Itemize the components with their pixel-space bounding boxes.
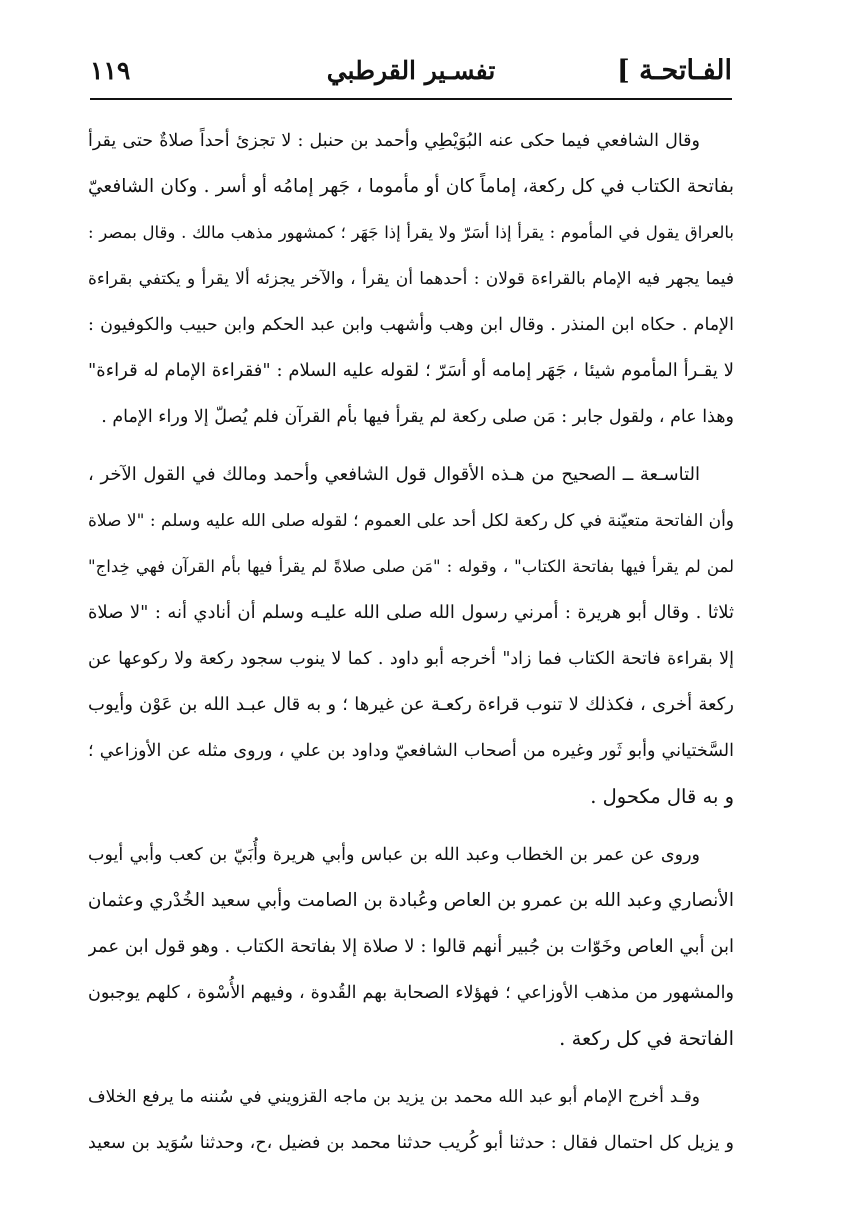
text-line: ابن أبي العاص وخَوّات بن جُبير أنهم قالوا : لا صلاة إلا بفاتحة الكتاب . وهو قول ابن عمر [88,936,734,957]
text-line: وأن الفاتحة متعيّنة في كل ركعة لكل أحد على العموم ؛ لقوله صلى الله عليه وسلم : "لا صلاة [88,511,734,531]
text-line: بالعراق يقول في المأموم : يقرأ إذا أسَرّ ولا يقرأ إذا جَهَر ؛ كمشهور مذهب مالك . وقال بمصر : [88,223,734,242]
paragraph [88,832,734,1062]
text-line: ركعة أخرى ، فكذلك لا تنوب قراءة ركعـة عن غيرها ؛ و به قال عبـد الله بن عَوْن وأيوب [88,694,734,715]
text-line: و به قال مكحول . [590,785,734,808]
text-line: ثلاثا . وقال أبو هريرة : أمرني رسول الله صلى الله عليـه وسلم أن أنادي أنه : "لا صلاة [88,602,734,623]
paragraph [88,118,734,440]
text-line: التاسـعة ــ الصحيح من هـذه الأقوال قول الشافعي وأحمد ومالك في القول الآخر ، [88,464,700,485]
page-header [90,48,732,98]
section-name: الفـاتحـة ] [616,55,732,86]
text-line: الأنصاري وعبد الله بن عمرو بن العاص وعُبادة بن الصامت وأبي سعيد الخُدْري وعثمان [88,890,734,911]
paragraph [88,1074,734,1166]
text-line: الفاتحة في كل ركعة . [559,1027,734,1050]
page-body [88,118,734,1166]
text-line: بفاتحة الكتاب في كل ركعة، إماماً كان أو مأموما ، جَهر إمامُه أو أسر . وكان الشافعيّ [88,176,734,197]
text-line: لمن لم يقرأ فيها بفاتحة الكتاب" ، وقوله : "مَن صلى صلاةً لم يقرأ فيها بأم القرآن فهي خِداج" [88,557,734,576]
text-line: لا يقـرأ المأموم شيئا ، جَهَر إمامه أو أسَرّ ؛ لقوله عليه السلام : "فقراءة الإمام له قراءة" [88,360,734,381]
text-line: الإمام . حكاه ابن المنذر . وقال ابن وهب وأشهب وابن عبد الحكم وابن حبيب والكوفيون : [88,315,734,335]
text-line: و يزيل كل احتمال فقال : حدثنا أبو كُريب حدثنا محمد بن فضيل ،ح، وحدثنا سُوَيد بن سعيد [88,1133,734,1153]
text-line: والمشهور من مذهب الأوزاعي ؛ فهؤلاء الصحابة بهم القُدوة ، وفيهم الأُسْوة ، كلهم يوجبون [88,983,734,1003]
text-line: وقال الشافعي فيما حكى عنه البُوَيْطِي وأحمد بن حنبل : لا تجزئ أحداً صلاةٌ حتى يقرأ [88,131,700,151]
page-number: ١١٩ [90,56,131,85]
text-line: وروى عن عمر بن الخطاب وعبد الله بن عباس وأبي هريرة وأُبَيّ بن كعب وأبي أيوب [88,845,700,865]
text-line: السَّختياني وأبو ثَور وغيره من أصحاب الشافعيّ وداود بن علي ، وروى مثله عن الأوزاعي ؛ [88,741,734,761]
text-line: فيما يجهر فيه الإمام بالقراءة قولان : أحدهما أن يقرأ ، والآخر يجزئه ألا يقرأ و يكتفي بقراءة [88,269,734,289]
book-title: تفسـير القرطبي [326,56,496,85]
header-rule [90,98,732,100]
paragraph [88,452,734,820]
text-line: وهذا عام ، ولقول جابر : مَن صلى ركعة لم يقرأ فيها بأم القرآن فلم يُصلّ إلا وراء الإمام . [101,407,734,427]
text-line: إلا بقراءة فاتحة الكتاب فما زاد" أخرجه أبو داود . كما لا ينوب سجود ركعة ولا ركوعها عن [88,649,734,669]
text-line: وقـد أخرج الإمام أبو عبد الله محمد بن يزيد بن ماجه القزويني في سُننه ما يرفع الخلاف [88,1087,700,1107]
